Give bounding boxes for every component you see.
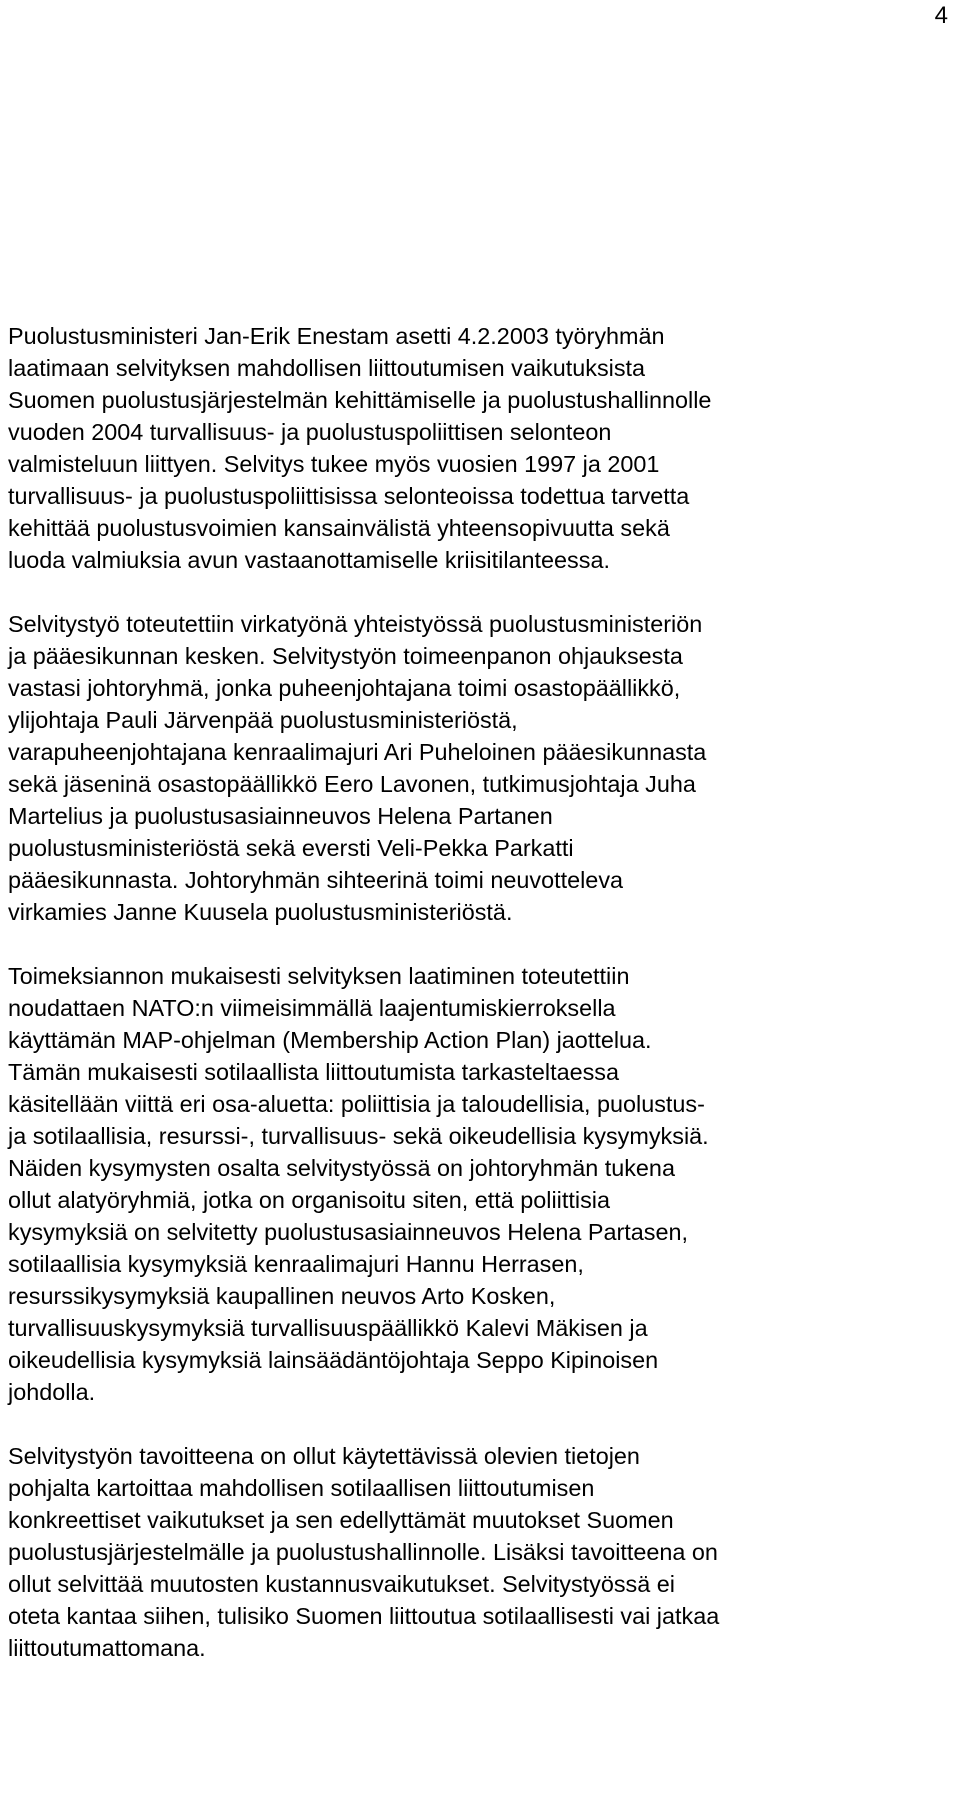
text-line: puolustusministeriöstä sekä eversti Veli-Pekka Parkatti — [8, 835, 574, 861]
paragraph-4 — [8, 1440, 956, 1664]
text-line: Martelius ja puolustusasiainneuvos Helena Partanen — [8, 803, 553, 829]
text-line: kysymyksiä on selvitetty puolustusasiainneuvos Helena Partasen, — [8, 1219, 688, 1245]
text-line: Selvitystyö toteutettiin virkatyönä yhteistyössä puolustusministeriön — [8, 611, 703, 637]
text-line: ylijohtaja Pauli Järvenpää puolustusministeriöstä, — [8, 707, 518, 733]
page-number: 4 — [934, 2, 948, 29]
text-line: resurssikysymyksiä kaupallinen neuvos Arto Kosken, — [8, 1283, 556, 1309]
text-line: laatimaan selvityksen mahdollisen liittoutumisen vaikutuksista — [8, 355, 646, 381]
text-line: puolustusjärjestelmälle ja puolustushallinnolle. Lisäksi tavoitteena on — [8, 1539, 718, 1565]
text-line: sekä jäseninä osastopäällikkö Eero Lavonen, tutkimusjohtaja Juha — [8, 771, 696, 797]
text-line: turvallisuuskysymyksiä turvallisuuspäällikkö Kalevi Mäkisen ja — [8, 1315, 648, 1341]
text-line: valmisteluun liittyen. Selvitys tukee myös vuosien 1997 ja 2001 — [8, 451, 660, 477]
text-line: käyttämän MAP-ohjelman (Membership Action Plan) jaottelua. — [8, 1027, 652, 1053]
text-line: ollut selvittää muutosten kustannusvaikutukset. Selvitystyössä ei — [8, 1571, 675, 1597]
document-body — [8, 320, 956, 1664]
paragraph-2 — [8, 608, 956, 928]
text-line: virkamies Janne Kuusela puolustusministeriöstä. — [8, 899, 513, 925]
text-line: noudattaen NATO:n viimeisimmällä laajentumiskierroksella — [8, 995, 616, 1021]
text-line: luoda valmiuksia avun vastaanottamiselle kriisitilanteessa. — [8, 547, 610, 573]
text-line: varapuheenjohtajana kenraalimajuri Ari Puheloinen pääesikunnasta — [8, 739, 707, 765]
text-line: vastasi johtoryhmä, jonka puheenjohtajana toimi osastopäällikkö, — [8, 675, 681, 701]
text-line: Puolustusministeri Jan-Erik Enestam asetti 4.2.2003 työryhmän — [8, 323, 665, 349]
text-line: johdolla. — [8, 1379, 96, 1405]
text-line: ollut alatyöryhmiä, jotka on organisoitu siten, että poliittisia — [8, 1187, 610, 1213]
text-line: Näiden kysymysten osalta selvitystyössä on johtoryhmän tukena — [8, 1155, 675, 1181]
paragraph-spacer — [8, 576, 956, 608]
paragraph-1 — [8, 320, 956, 576]
text-line: liittoutumattomana. — [8, 1635, 206, 1661]
text-line: pääesikunnasta. Johtoryhmän sihteerinä toimi neuvotteleva — [8, 867, 624, 893]
text-line: käsitellään viittä eri osa-aluetta: poliittisia ja taloudellisia, puolustus- — [8, 1091, 705, 1117]
text-line: pohjalta kartoittaa mahdollisen sotilaallisen liittoutumisen — [8, 1475, 595, 1501]
text-line: sotilaallisia kysymyksiä kenraalimajuri Hannu Herrasen, — [8, 1251, 584, 1277]
text-line: konkreettiset vaikutukset ja sen edellyttämät muutokset Suomen — [8, 1507, 674, 1533]
text-line: ja sotilaallisia, resurssi-, turvallisuus- sekä oikeudellisia kysymyksiä. — [8, 1123, 709, 1149]
text-line: oteta kantaa siihen, tulisiko Suomen liittoutua sotilaallisesti vai jatkaa — [8, 1603, 720, 1629]
paragraph-3 — [8, 960, 956, 1408]
paragraph-spacer — [8, 928, 956, 960]
text-line: Toimeksiannon mukaisesti selvityksen laatiminen toteutettiin — [8, 963, 630, 989]
text-line: turvallisuus- ja puolustuspoliittisissa selonteoissa todettua tarvetta — [8, 483, 690, 509]
text-line: vuoden 2004 turvallisuus- ja puolustuspoliittisen selonteon — [8, 419, 612, 445]
text-line: kehittää puolustusvoimien kansainvälistä yhteensopivuutta sekä — [8, 515, 670, 541]
text-line: Tämän mukaisesti sotilaallista liittoutumista tarkasteltaessa — [8, 1059, 620, 1085]
paragraph-spacer — [8, 1408, 956, 1440]
text-line: Selvitystyön tavoitteena on ollut käytettävissä olevien tietojen — [8, 1443, 640, 1469]
text-line: oikeudellisia kysymyksiä lainsäädäntöjohtaja Seppo Kipinoisen — [8, 1347, 659, 1373]
text-line: Suomen puolustusjärjestelmän kehittämiselle ja puolustushallinnolle — [8, 387, 712, 413]
text-line: ja pääesikunnan kesken. Selvitystyön toimeenpanon ohjauksesta — [8, 643, 683, 669]
